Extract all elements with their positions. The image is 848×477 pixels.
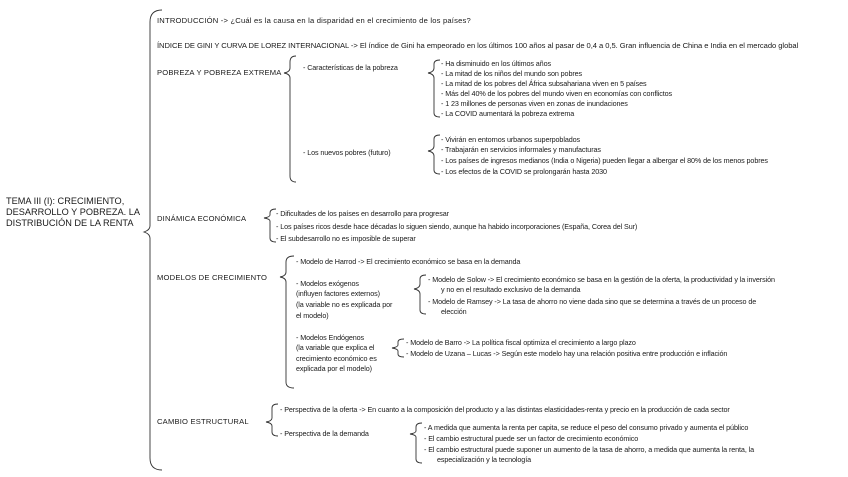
endogenos-brace (392, 339, 404, 357)
oferta-perspective: - Perspectiva de la oferta -> En cuanto a la composición del producto y a las distintas elasticidades-renta y precio en la producción de cada sector (280, 405, 730, 414)
exogenos-brace (414, 275, 426, 314)
cambio-brace (266, 404, 278, 436)
exogenos-label: - Modelos exógenos (296, 279, 359, 288)
caracteristicas-item: - La mitad de los niños del mundo son pobres (441, 69, 583, 78)
pobreza-brace (284, 56, 296, 182)
nuevos-brace (428, 135, 440, 174)
demanda-item: - A medida que aumenta la renta per capita, se reduce el peso del consumo privado y aumenta el público (424, 423, 749, 432)
endogenos-label: crecimiento económico es (296, 354, 377, 363)
demanda-label: - Perspectiva de la demanda (280, 429, 369, 438)
solow-model-cont: y no en el resultado exclusivo de la demanda (441, 285, 581, 294)
demanda-brace (410, 423, 422, 463)
demanda-item: - El cambio estructural puede ser un factor de crecimiento económico (424, 434, 639, 443)
pobreza-heading: POBREZA Y POBREZA EXTREMA (157, 68, 282, 77)
ramsey-model: - Modelo de Ramsey -> La tasa de ahorro no viene dada sino que se determina a través de un proceso de (428, 297, 757, 306)
uzana-lucas-model: - Modelo de Uzana – Lucas -> Según este modelo hay una relación positiva entre producción e inflación (406, 349, 728, 358)
demanda-item: - El cambio estructural puede suponer un aumento de la tasa de ahorro, a medida que aumenta la renta, la (424, 445, 755, 454)
nuevos-label: - Los nuevos pobres (futuro) (303, 148, 391, 157)
nuevos-item: - Trabajarán en servicios informales y manufacturas (441, 145, 601, 154)
caracteristicas-item: - La mitad de los pobres del África subsahariana viven en 5 países (441, 79, 647, 88)
caracteristicas-item: - La COVID aumentará la pobreza extrema (441, 109, 575, 118)
endogenos-label: explicada por el modelo) (296, 364, 372, 373)
barro-model: - Modelo de Barro -> La política fiscal optimiza el crecimiento a largo plazo (406, 338, 636, 347)
exogenos-label: (la variable no es explicada por (296, 300, 393, 309)
exogenos-label: (influyen factores externos) (296, 289, 380, 298)
demanda-item-cont: especialización y la tecnología (437, 455, 531, 464)
intro-line: INTRODUCCIÓN -> ¿Cuál es la causa en la disparidad en el crecimiento de los países? (157, 16, 471, 25)
dinamica-brace (264, 209, 276, 242)
ramsey-model-cont: elección (441, 307, 467, 316)
cambio-heading: CAMBIO ESTRUCTURAL (157, 417, 249, 426)
dinamica-item: - Los países ricos desde hace décadas lo siguen siendo, aunque ha habido incorporaciones (España, Corea del Sur) (276, 222, 638, 231)
dinamica-item: - El subdesarrollo no es imposible de superar (276, 234, 416, 243)
endogenos-label: (la variable que explica el (296, 343, 375, 352)
nuevos-item: - Los países de ingresos medianos (India o Nigeria) pueden llegar a albergar el 80% de los menos pobres (441, 156, 768, 165)
harrod-model: - Modelo de Harrod -> El crecimiento económico se basa en la demanda (296, 257, 521, 266)
caracteristicas-item: - Ha disminuido en los últimos años (441, 59, 551, 68)
modelos-brace (280, 256, 294, 388)
caracteristicas-item: - 1 23 millones de personas viven en zonas de inundaciones (441, 99, 628, 108)
gini-line: ÍNDICE DE GINI Y CURVA DE LOREZ INTERNACIONAL -> El índice de Gini ha empeorado en los últimos 100 años al pasar de 0,4 a 0,5. Gran influencia de China e India en el mercado global (157, 41, 799, 50)
caracteristicas-label: - Características de la pobreza (303, 63, 398, 72)
nuevos-item: - Vivirán en entornos urbanos superpoblados (441, 135, 581, 144)
solow-model: - Modelo de Solow -> El crecimiento económico se basa en la gestión de la oferta, la productividad y la inversión (428, 275, 775, 284)
main-brace (144, 10, 162, 470)
endogenos-label: - Modelos Endógenos (296, 333, 365, 342)
main-title: TEMA III (I): CRECIMIENTO, DESARROLLO Y POBREZA. LA DISTRIBUCIÓN DE LA RENTA (6, 196, 140, 228)
caracteristicas-brace (428, 60, 440, 117)
nuevos-item: - Los efectos de la COVID se prolongarán hasta 2030 (441, 167, 607, 176)
exogenos-label: el modelo) (296, 311, 329, 320)
caracteristicas-item: - Más del 40% de los pobres del mundo viven en economías con conflictos (441, 89, 673, 98)
modelos-heading: MODELOS DE CRECIMIENTO (157, 273, 268, 282)
dinamica-item: - Dificultades de los países en desarrollo para progresar (276, 209, 449, 218)
dinamica-heading: DINÁMICA ECONÓMICA (157, 214, 247, 223)
